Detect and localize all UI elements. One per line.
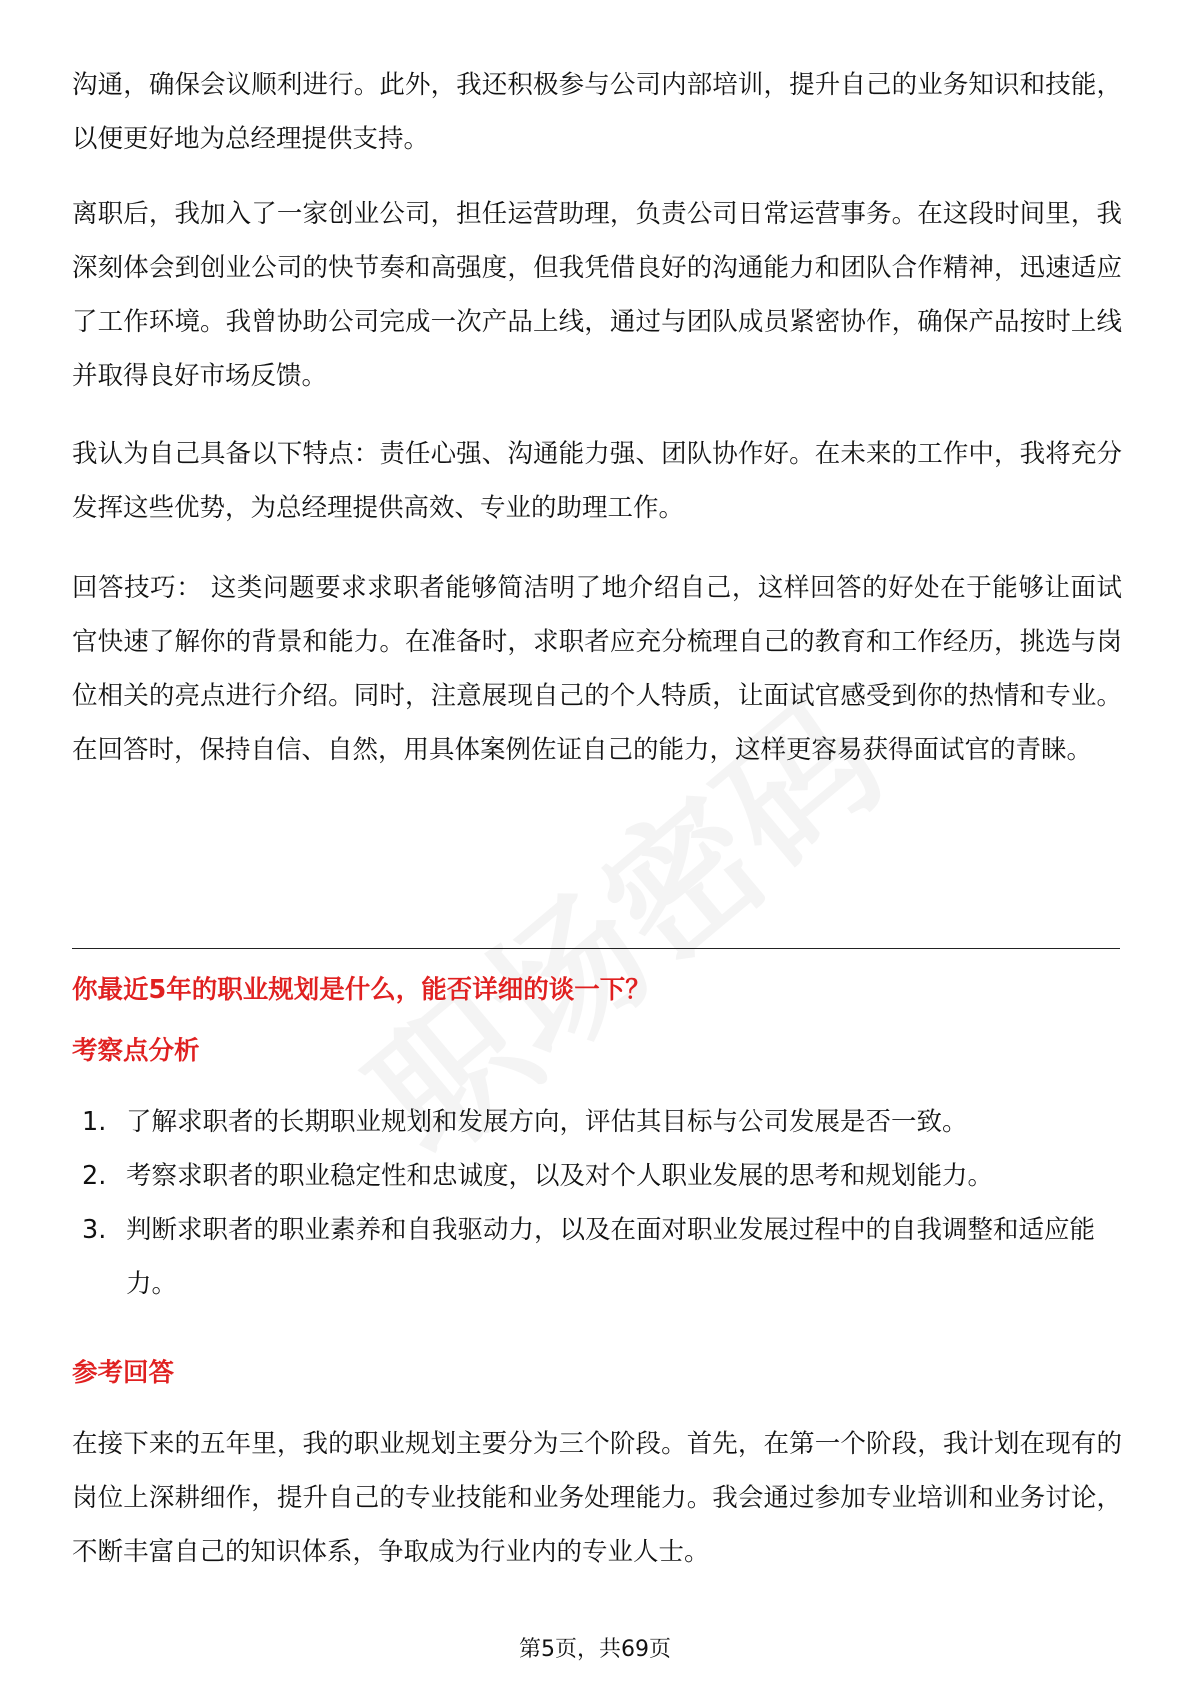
- section-divider: [72, 948, 1120, 949]
- paragraph-answer-tips: 回答技巧： 这类问题要求求职者能够简洁明了地介绍自己，这样回答的好处在于能够让面试官快速了解你的背景和能力。在准备时，求职者应充分梳理自己的教育和工作经历，挑选与岗位相关的亮点进行介绍。同时，注意展现自己的个人特质，让面试官感受到你的热情和专业。在回答时，保持自信、自然，用具体案例佐证自己的能力，这样更容易获得面试官的青睐。: [72, 573, 1122, 765]
- analysis-list: [0, 1095, 1190, 1311]
- page-footer: 第5页，共69页: [519, 1637, 671, 1662]
- paragraph-meeting-communication: 沟通，确保会议顺利进行。此外，我还积极参与公司内部培训，提升自己的业务知识和技能，以便更好地为总经理提供支持。: [72, 70, 1122, 154]
- list-item-number: 3.: [82, 1215, 107, 1245]
- list-item: [0, 1095, 1190, 1149]
- answer-heading: 参考回答: [72, 1358, 175, 1388]
- list-item: [0, 1149, 1190, 1203]
- list-item-number: 2.: [82, 1161, 107, 1191]
- analysis-heading: 考察点分析: [72, 1036, 200, 1066]
- list-item-text: 判断求职者的职业素养和自我驱动力，以及在面对职业发展过程中的自我调整和适应能力。: [126, 1215, 1096, 1299]
- paragraph-personal-traits: 我认为自己具备以下特点：责任心强、沟通能力强、团队协作好。在未来的工作中，我将充分发挥这些优势，为总经理提供高效、专业的助理工作。: [72, 439, 1122, 523]
- question-title: 你最近5年的职业规划是什么，能否详细的谈一下？: [72, 975, 651, 1005]
- answer-paragraph: 在接下来的五年里，我的职业规划主要分为三个阶段。首先，在第一个阶段，我计划在现有的岗位上深耕细作，提升自己的专业技能和业务处理能力。我会通过参加专业培训和业务讨论，不断丰富自己的知识体系，争取成为行业内的专业人士。: [72, 1429, 1122, 1567]
- list-item-text: 了解求职者的长期职业规划和发展方向，评估其目标与公司发展是否一致。: [126, 1107, 968, 1137]
- list-item: [0, 1203, 1190, 1311]
- list-item-number: 1.: [82, 1107, 107, 1137]
- paragraph-startup-experience: 离职后，我加入了一家创业公司，担任运营助理，负责公司日常运营事务。在这段时间里，我深刻体会到创业公司的快节奏和高强度，但我凭借良好的沟通能力和团队合作精神，迅速适应了工作环境。我曾协助公司完成一次产品上线，通过与团队成员紧密协作，确保产品按时上线并取得良好市场反馈。: [72, 199, 1122, 391]
- list-item-text: 考察求职者的职业稳定性和忠诚度，以及对个人职业发展的思考和规划能力。: [126, 1161, 994, 1191]
